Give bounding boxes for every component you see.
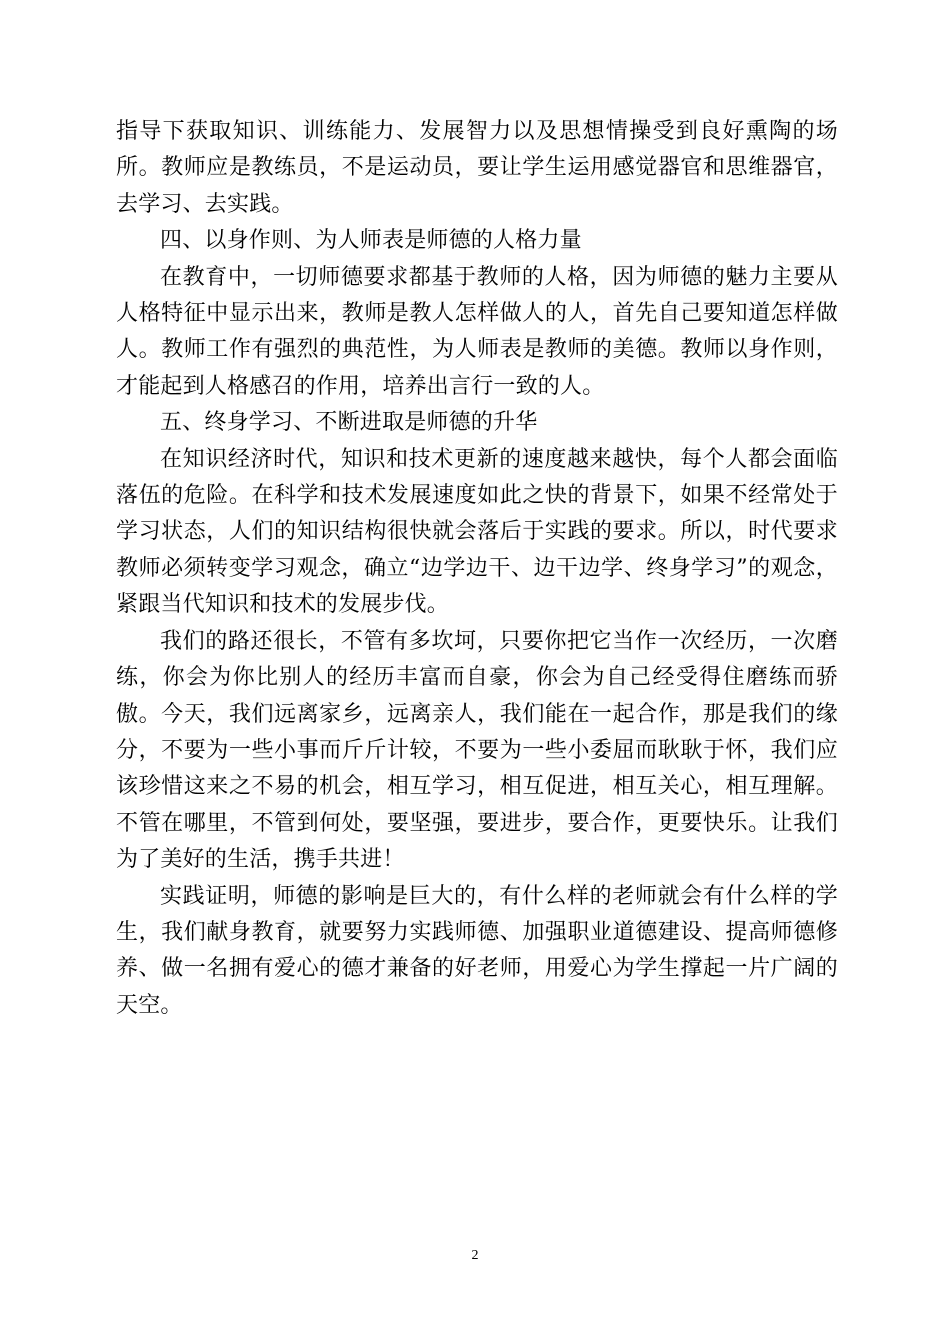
paragraph: 我们的路还很长，不管有多坎坷，只要你把它当作一次经历，一次磨练，你会为你比别人的经历丰富而自豪，你会为自己经受得住磨练而骄傲。今天，我们远离家乡，远离亲人，我们能在一起合作，那是我们的缘分，不要为一些小事而斤斤计较，不要为一些小委屈而耿耿于怀，我们应该珍惜这来之不易的机会，相互学习，相互促进，相互关心，相互理解。不管在哪里，不管到何处，要坚强，要进步，要合作，更要快乐。让我们为了美好的生活，携手共进！ <box>116 628 838 873</box>
section-heading-5: 五、终身学习、不断进取是师德的升华 <box>160 410 538 436</box>
paragraph: 在教育中，一切师德要求都基于教师的人格，因为师德的魅力主要从人格特征中显示出来，教师是教人怎样做人的人，首先自己要知道怎样做人。教师工作有强烈的典范性，为人师表是教师的美德。教师以身作则，才能起到人格感召的作用，培养出言行一致的人。 <box>116 264 838 399</box>
document-body <box>116 114 838 1024</box>
paragraph-continued: 指导下获取知识、训练能力、发展智力以及思想情操受到良好熏陶的场所。教师应是教练员，不是运动员，要让学生运用感觉器官和思维器官，去学习、去实践。 <box>116 119 838 217</box>
section-heading-4: 四、以身作则、为人师表是师德的人格力量 <box>160 228 582 254</box>
page-number: 2 <box>471 1248 479 1263</box>
paragraph: 在知识经济时代，知识和技术更新的速度越来越快，每个人都会面临落伍的危险。在科学和技术发展速度如此之快的背景下，如果不经常处于学习状态，人们的知识结构很快就会落后于实践的要求。所以，时代要求教师必须转变学习观念，确立“边学边干、边干边学、终身学习”的观念，紧跟当代知识和技术的发展步伐。 <box>116 446 838 618</box>
paragraph: 实践证明，师德的影响是巨大的，有什么样的老师就会有什么样的学生，我们献身教育，就要努力实践师德、加强职业道德建设、提高师德修养、做一名拥有爱心的德才兼备的好老师，用爱心为学生撑起一片广阔的天空。 <box>116 883 838 1018</box>
